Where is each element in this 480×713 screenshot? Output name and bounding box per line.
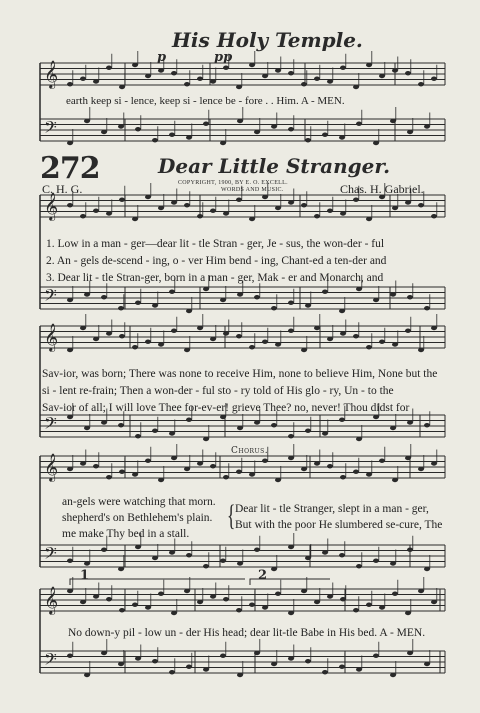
note-head: [236, 198, 242, 202]
note-head: [203, 667, 209, 671]
note-head: [171, 200, 177, 204]
note-head: [305, 556, 311, 560]
note-head: [339, 553, 345, 557]
treble-clef: 𝄞: [44, 586, 59, 614]
note-head: [118, 567, 124, 571]
note-head: [67, 467, 73, 471]
note-head: [118, 124, 124, 128]
treble-clef: 𝄞: [44, 323, 59, 351]
second-ending-label: 2: [258, 568, 268, 583]
note-head: [101, 420, 107, 424]
note-head: [373, 141, 379, 145]
note-head: [203, 287, 209, 291]
note-head: [169, 431, 175, 435]
note-head: [184, 467, 190, 471]
note-head: [237, 119, 243, 123]
note-head: [169, 550, 175, 554]
chorus-label: Chorus.: [231, 446, 269, 456]
note-head: [197, 214, 203, 218]
first-ending-bracket: [70, 579, 245, 585]
note-head: [93, 464, 99, 468]
note-head: [158, 478, 164, 482]
note-head: [373, 298, 379, 302]
note-head: [118, 423, 124, 427]
note-head: [356, 122, 362, 126]
note-head: [407, 651, 413, 655]
note-head: [392, 68, 398, 72]
note-head: [418, 589, 424, 593]
note-head: [132, 603, 138, 607]
note-head: [249, 472, 255, 476]
note-head: [119, 608, 125, 612]
note-head: [301, 467, 307, 471]
note-head: [223, 475, 229, 479]
note-head: [322, 290, 328, 294]
note-head: [84, 673, 90, 677]
note-head: [80, 600, 86, 604]
note-head: [158, 206, 164, 210]
note-head: [390, 426, 396, 430]
note-head: [84, 426, 90, 430]
note-head: [407, 548, 413, 552]
note-head: [340, 331, 346, 335]
hymn-title: Dear Little Stranger.: [158, 154, 391, 178]
note-head: [405, 200, 411, 204]
note-head: [305, 303, 311, 307]
note-head: [407, 295, 413, 299]
note-head: [340, 597, 346, 601]
note-head: [314, 214, 320, 218]
note-head: [145, 605, 151, 609]
note-head: [271, 306, 277, 310]
note-head: [236, 608, 242, 612]
note-head: [327, 79, 333, 83]
note-head: [301, 203, 307, 207]
note-head: [322, 670, 328, 674]
note-head: [158, 342, 164, 346]
note-head: [135, 434, 141, 438]
treble-clef: 𝄞: [44, 192, 59, 220]
note-head: [236, 334, 242, 338]
note-head: [106, 475, 112, 479]
note-head: [169, 290, 175, 294]
chorus-brace: {: [226, 499, 236, 532]
note-head: [197, 461, 203, 465]
note-head: [186, 553, 192, 557]
note-head: [119, 198, 125, 202]
note-head: [237, 426, 243, 430]
note-head: [186, 135, 192, 139]
note-head: [340, 475, 346, 479]
note-head: [327, 209, 333, 213]
note-head: [67, 298, 73, 302]
note-head: [431, 214, 437, 218]
note-head: [424, 567, 430, 571]
copyright-line-1: COPYRIGHT, 1900, BY E. O. EXCELL.: [178, 180, 288, 186]
verse-lyrics-line-4: No down-y pil - low un - der His head; dear lit-tle Babe in His bed. A - MEN.: [68, 627, 426, 639]
note-head: [305, 138, 311, 142]
note-head: [210, 337, 216, 341]
note-head: [288, 200, 294, 204]
note-head: [366, 63, 372, 67]
note-head: [407, 130, 413, 134]
note-head: [288, 656, 294, 660]
bass-clef: 𝄢: [44, 649, 57, 673]
note-head: [80, 326, 86, 330]
note-head: [288, 545, 294, 549]
note-head: [249, 63, 255, 67]
verse-2-lyrics-line-3: shepherd's on Bethlehem's plain.: [62, 512, 213, 524]
note-head: [275, 478, 281, 482]
verse-3-lyrics-line-3: me make Thy bed in a stall.: [62, 528, 190, 540]
bass-clef: 𝄢: [44, 413, 57, 437]
note-head: [184, 348, 190, 352]
note-head: [379, 459, 385, 463]
note-head: [101, 651, 107, 655]
note-head: [288, 329, 294, 333]
note-head: [271, 423, 277, 427]
note-head: [106, 211, 112, 215]
note-head: [93, 209, 99, 213]
note-head: [301, 589, 307, 593]
note-head: [171, 71, 177, 75]
note-head: [84, 561, 90, 565]
note-head: [405, 329, 411, 333]
note-head: [67, 654, 73, 658]
note-head: [424, 423, 430, 427]
note-head: [152, 138, 158, 142]
note-head: [84, 292, 90, 296]
note-head: [373, 415, 379, 419]
note-head: [237, 673, 243, 677]
first-ending-label: 1: [80, 568, 90, 583]
note-head: [67, 415, 73, 419]
note-head: [152, 556, 158, 560]
note-head: [431, 326, 437, 330]
note-head: [392, 592, 398, 596]
note-head: [339, 309, 345, 313]
note-head: [210, 79, 216, 83]
note-head: [339, 418, 345, 422]
note-head: [171, 456, 177, 460]
note-head: [184, 203, 190, 207]
note-head: [366, 345, 372, 349]
note-head: [119, 334, 125, 338]
note-head: [203, 437, 209, 441]
note-head: [424, 306, 430, 310]
note-head: [271, 662, 277, 666]
note-head: [356, 287, 362, 291]
note-head: [249, 217, 255, 221]
note-head: [288, 127, 294, 131]
note-head: [210, 209, 216, 213]
note-head: [220, 654, 226, 658]
note-head: [353, 198, 359, 202]
note-head: [405, 71, 411, 75]
note-head: [431, 600, 437, 604]
note-head: [145, 74, 151, 78]
note-head: [407, 420, 413, 424]
note-head: [197, 326, 203, 330]
note-head: [405, 456, 411, 460]
note-head: [314, 600, 320, 604]
note-head: [366, 603, 372, 607]
note-head: [135, 127, 141, 131]
note-head: [356, 437, 362, 441]
note-head: [223, 211, 229, 215]
note-head: [288, 434, 294, 438]
note-head: [327, 337, 333, 341]
note-head: [237, 561, 243, 565]
note-head: [67, 559, 73, 563]
note-head: [390, 119, 396, 123]
note-head: [93, 337, 99, 341]
note-head: [197, 600, 203, 604]
note-head: [145, 195, 151, 199]
note-head: [340, 211, 346, 215]
note-head: [392, 206, 398, 210]
note-head: [390, 673, 396, 677]
note-head: [132, 63, 138, 67]
note-head: [288, 456, 294, 460]
note-head: [340, 66, 346, 70]
note-head: [158, 592, 164, 596]
note-head: [305, 429, 311, 433]
note-head: [101, 130, 107, 134]
note-head: [431, 461, 437, 465]
note-head: [220, 298, 226, 302]
note-head: [405, 611, 411, 615]
verse-3-lyrics-line-2: Sav-ior of all; I will love Thee for-ev-er! grieve Thee? no, never! Thou didst for: [42, 402, 410, 414]
note-head: [431, 77, 437, 81]
note-head: [379, 74, 385, 78]
note-head: [254, 651, 260, 655]
note-head: [106, 66, 112, 70]
note-head: [84, 119, 90, 123]
note-head: [262, 340, 268, 344]
note-head: [186, 418, 192, 422]
note-head: [93, 594, 99, 598]
note-head: [392, 342, 398, 346]
note-head: [135, 656, 141, 660]
note-head: [169, 133, 175, 137]
note-head: [237, 292, 243, 296]
note-head: [327, 464, 333, 468]
note-head: [67, 203, 73, 207]
note-head: [67, 348, 73, 352]
note-head: [275, 342, 281, 346]
note-head: [220, 559, 226, 563]
note-head: [106, 331, 112, 335]
note-head: [119, 470, 125, 474]
bass-clef: 𝄢: [44, 543, 57, 567]
note-head: [145, 459, 151, 463]
note-head: [101, 548, 107, 552]
verse-1-lyrics-line-1: 1. Low in a man - ger—dear lit - tle Stran - ger, Je - sus, the won-der - ful: [46, 238, 385, 250]
note-head: [186, 309, 192, 313]
note-head: [322, 133, 328, 137]
note-head: [271, 567, 277, 571]
note-head: [373, 654, 379, 658]
note-head: [353, 334, 359, 338]
treble-clef: 𝄞: [44, 453, 59, 481]
verse-2-lyrics-line-1: 2. An - gels de-scend - ing, o - ver Him bend - ing, Chant-ed a ten-der and: [46, 255, 387, 267]
note-head: [169, 670, 175, 674]
note-head: [379, 605, 385, 609]
note-head: [418, 348, 424, 352]
note-head: [236, 85, 242, 89]
note-head: [373, 559, 379, 563]
note-head: [271, 124, 277, 128]
note-head: [203, 564, 209, 568]
note-head: [152, 659, 158, 663]
note-head: [145, 340, 151, 344]
note-head: [322, 550, 328, 554]
note-head: [353, 85, 359, 89]
note-head: [390, 292, 396, 296]
note-head: [254, 295, 260, 299]
note-head: [275, 206, 281, 210]
note-head: [314, 461, 320, 465]
note-head: [356, 667, 362, 671]
note-head: [132, 217, 138, 221]
note-head: [254, 130, 260, 134]
note-head: [339, 135, 345, 139]
note-head: [93, 79, 99, 83]
note-head: [424, 124, 430, 128]
hymn-number: 272: [40, 151, 100, 186]
note-head: [220, 141, 226, 145]
note-head: [390, 561, 396, 565]
note-head: [158, 68, 164, 72]
note-head: [132, 472, 138, 476]
note-head: [418, 203, 424, 207]
verse-2-lyrics-line-2: si - lent re-frain; Then a won-der - ful sto - ry told of His glo - ry, Un - to the: [42, 385, 394, 397]
note-head: [223, 331, 229, 335]
note-head: [236, 470, 242, 474]
note-head: [339, 665, 345, 669]
note-head: [249, 345, 255, 349]
note-head: [132, 345, 138, 349]
verse-3-lyrics-line-1: 3. Dear lit - tle Stran-ger, born in a man - ger, Mak - er and Monarch, and: [46, 272, 384, 284]
note-head: [80, 461, 86, 465]
note-head: [186, 665, 192, 669]
note-head: [262, 459, 268, 463]
note-head: [135, 301, 141, 305]
bass-clef: 𝄢: [44, 285, 57, 309]
chorus-lyrics-line-2: But with the poor He slumbered se-cure, The: [235, 519, 443, 531]
note-head: [80, 214, 86, 218]
note-head: [379, 340, 385, 344]
note-head: [392, 478, 398, 482]
note-head: [418, 467, 424, 471]
note-head: [67, 82, 73, 86]
note-head: [106, 597, 112, 601]
note-head: [249, 603, 255, 607]
note-head: [262, 195, 268, 199]
chorus-lyrics-line-1: Dear lit - tle Stranger, slept in a man - ger,: [235, 503, 429, 515]
note-head: [203, 122, 209, 126]
note-head: [223, 597, 229, 601]
note-head: [424, 662, 430, 666]
note-head: [184, 589, 190, 593]
verse-1-lyrics-line-2: Sav-ior, was born; There was none to receive Him, none to believe Him, None but the: [42, 368, 438, 380]
note-head: [184, 82, 190, 86]
note-head: [366, 217, 372, 221]
note-head: [254, 548, 260, 552]
note-head: [118, 306, 124, 310]
note-head: [314, 326, 320, 330]
note-head: [118, 662, 124, 666]
note-head: [80, 77, 86, 81]
note-head: [101, 295, 107, 299]
composer-credit: Chas. H. Gabriel.: [340, 182, 424, 196]
note-head: [171, 329, 177, 333]
note-head: [197, 77, 203, 81]
note-head: [288, 71, 294, 75]
verse-1-lyrics-line-3: an-gels were watching that morn.: [62, 496, 216, 508]
note-head: [254, 420, 260, 424]
note-head: [210, 594, 216, 598]
note-head: [220, 415, 226, 419]
note-head: [275, 592, 281, 596]
note-head: [223, 66, 229, 70]
bass-clef: 𝄢: [44, 117, 57, 141]
note-head: [67, 141, 73, 145]
note-head: [119, 85, 125, 89]
note-head: [356, 564, 362, 568]
note-head: [152, 303, 158, 307]
note-head: [322, 431, 328, 435]
note-head: [353, 608, 359, 612]
note-head: [353, 470, 359, 474]
note-head: [418, 82, 424, 86]
note-head: [314, 77, 320, 81]
note-head: [275, 68, 281, 72]
note-head: [152, 429, 158, 433]
copyright-line-2: WORDS AND MUSIC.: [221, 187, 284, 193]
note-head: [305, 659, 311, 663]
note-head: [210, 464, 216, 468]
note-head: [327, 594, 333, 598]
dynamic-piano: p: [157, 50, 167, 65]
note-head: [301, 348, 307, 352]
treble-clef: 𝄞: [44, 60, 59, 88]
note-head: [67, 589, 73, 593]
note-head: [366, 472, 372, 476]
lyricist-credit: C. H. G.: [42, 182, 83, 196]
note-head: [135, 545, 141, 549]
dynamic-pianissimo: pp: [214, 50, 233, 65]
note-head: [171, 611, 177, 615]
previous-hymn-lyrics: earth keep si - lence, keep si - lence be - fore . . Him. A - MEN.: [66, 95, 345, 107]
note-head: [288, 611, 294, 615]
note-head: [288, 301, 294, 305]
note-head: [262, 605, 268, 609]
note-head: [262, 74, 268, 78]
previous-hymn-title: His Holy Temple.: [172, 28, 363, 52]
note-head: [301, 82, 307, 86]
